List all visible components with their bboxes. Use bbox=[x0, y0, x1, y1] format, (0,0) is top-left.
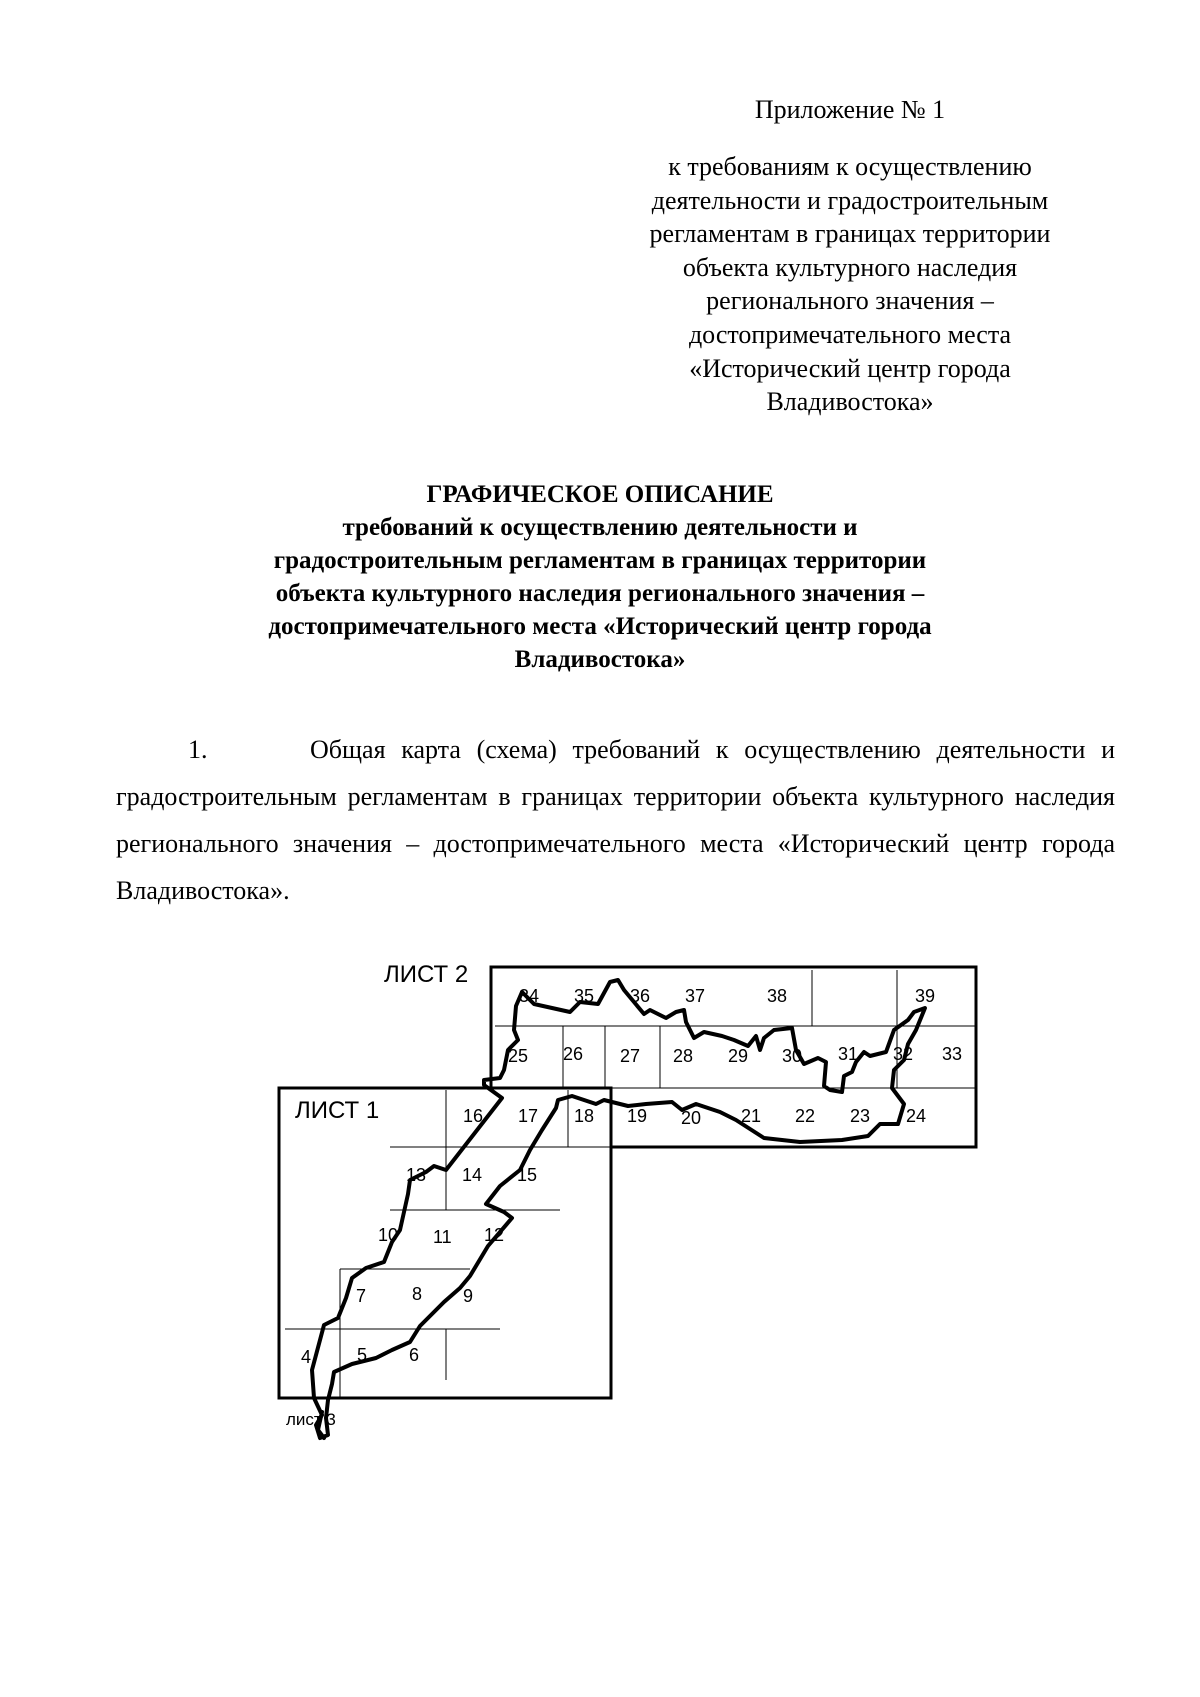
cell-label: 36 bbox=[630, 986, 651, 1006]
cell-label: 4 bbox=[301, 1347, 312, 1367]
cell-label: 34 bbox=[519, 986, 540, 1006]
cell-label: 13 bbox=[406, 1165, 427, 1185]
paragraph-text: Общая карта (схема) требований к осуществлению деятельности и градостроительным регламентам в границах территории объекта культурного наследия регионального значения – достопримечательного места «Исторический центр города Владивостока». bbox=[116, 735, 1115, 905]
heading-line: достопримечательного места «Исторический центр города bbox=[268, 613, 932, 640]
cell-label: 32 bbox=[893, 1044, 914, 1064]
appendix-line: деятельности и градостроительным bbox=[651, 185, 1049, 215]
paragraph-number: 1. bbox=[188, 735, 208, 764]
cell-label: 7 bbox=[356, 1286, 367, 1306]
cell-label: 18 bbox=[574, 1106, 595, 1126]
appendix-line: к требованиям к осуществлению bbox=[668, 152, 1032, 181]
cell-label: 24 bbox=[906, 1106, 927, 1126]
cell-label: 19 bbox=[627, 1106, 648, 1126]
cell-label: 12 bbox=[484, 1225, 505, 1245]
cell-label: 20 bbox=[681, 1108, 702, 1128]
cell-label: 23 bbox=[850, 1106, 871, 1126]
cell-label: 5 bbox=[357, 1345, 368, 1365]
appendix-line: регионального значения – bbox=[706, 286, 994, 316]
heading-line: градостроительным регламентам в границах территории bbox=[273, 547, 927, 574]
cell-label: 6 bbox=[409, 1345, 420, 1365]
cell-label: 39 bbox=[915, 986, 936, 1006]
cell-label: 9 bbox=[463, 1286, 474, 1306]
cell-label: 21 bbox=[741, 1106, 762, 1126]
cell-label: 8 bbox=[412, 1284, 423, 1304]
cell-label: 31 bbox=[838, 1044, 859, 1064]
sheet-2-label: ЛИСТ 2 bbox=[384, 961, 469, 988]
cell-label: 16 bbox=[463, 1106, 484, 1126]
cell-label: 35 bbox=[574, 986, 595, 1006]
sheet-1-label: ЛИСТ 1 bbox=[295, 1097, 380, 1124]
cell-label: 10 bbox=[378, 1225, 399, 1245]
cell-label: 38 bbox=[767, 986, 788, 1006]
heading-line: объекта культурного наследия регионального значения – bbox=[275, 580, 925, 607]
cell-label: 15 bbox=[517, 1165, 538, 1185]
appendix-title: Приложение № 1 bbox=[754, 95, 946, 124]
appendix-line: регламентам в границах территории bbox=[649, 219, 1051, 249]
cell-label: 27 bbox=[620, 1046, 641, 1066]
cell-label: 37 bbox=[685, 986, 706, 1006]
appendix-line: Владивостока» bbox=[766, 387, 934, 417]
appendix-line: объекта культурного наследия bbox=[682, 252, 1018, 282]
appendix-line: «Исторический центр города bbox=[689, 353, 1011, 383]
heading-line: ГРАФИЧЕСКОЕ ОПИСАНИЕ bbox=[426, 481, 774, 508]
cell-label: 22 bbox=[795, 1106, 816, 1126]
cell-label: 26 bbox=[563, 1044, 584, 1064]
cell-label: 25 bbox=[508, 1046, 529, 1066]
cell-label: 11 bbox=[433, 1227, 452, 1247]
cell-label: 30 bbox=[782, 1046, 803, 1066]
appendix-line: достопримечательного места bbox=[688, 319, 1012, 349]
heading-line: Владивостока» bbox=[514, 646, 686, 673]
heading-line: требований к осуществлению деятельности и bbox=[342, 514, 858, 541]
cell-label: 14 bbox=[462, 1165, 483, 1185]
cell-label: 28 bbox=[673, 1046, 694, 1066]
cell-label: 29 bbox=[728, 1046, 749, 1066]
cell-label: 33 bbox=[942, 1044, 963, 1064]
sheet-3-label: лист 3 bbox=[286, 1410, 336, 1429]
cell-label: 17 bbox=[518, 1106, 539, 1126]
